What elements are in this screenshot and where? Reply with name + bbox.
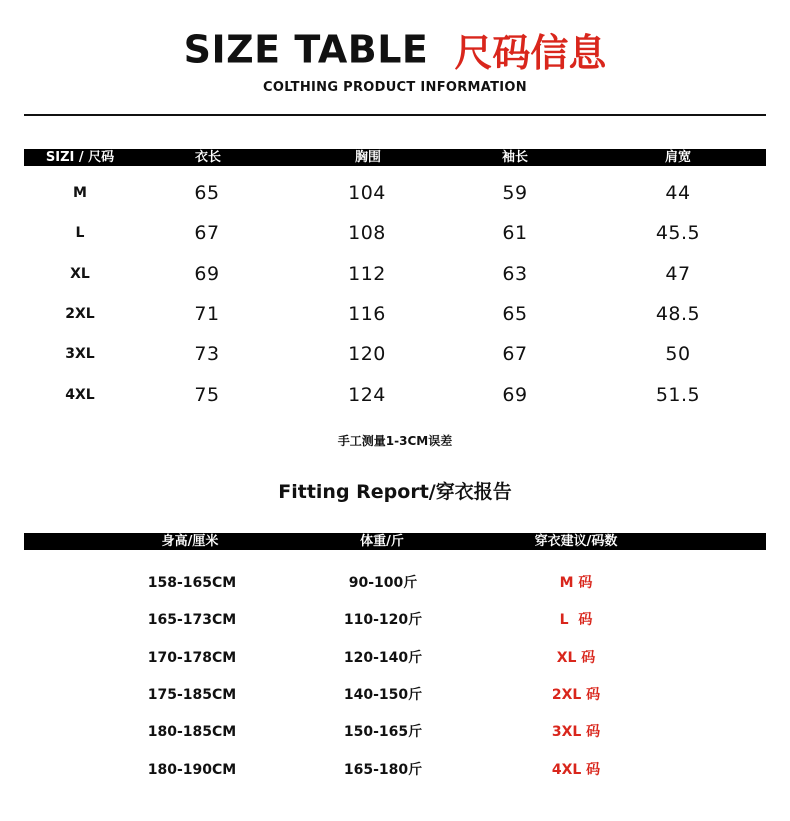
- measurement-note: 手工测量1-3CM误差: [337, 434, 453, 448]
- length-cell: 65: [194, 182, 220, 204]
- table-row: [0, 218, 790, 248]
- recommended-size-cell: 2XL 码: [551, 687, 601, 703]
- sleeve-cell: 69: [502, 384, 528, 406]
- title-divider: [24, 114, 766, 116]
- table-row: [0, 755, 790, 785]
- table-row: [0, 680, 790, 710]
- recommended-size-cell: M 码: [559, 575, 593, 591]
- page-title: [0, 22, 790, 77]
- length-cell: 75: [194, 384, 220, 406]
- size-cell: L: [75, 225, 85, 241]
- recommended-size-cell: L 码: [559, 612, 593, 628]
- table-row: [0, 568, 790, 598]
- fitting-table-header: [24, 533, 766, 550]
- shoulder-cell: 48.5: [655, 303, 701, 325]
- size-cell: XL: [70, 266, 90, 282]
- shoulder-cell: 47: [665, 263, 691, 285]
- column-header-length: 衣长: [194, 150, 222, 165]
- chest-cell: 120: [348, 343, 386, 365]
- chest-cell: 112: [348, 263, 386, 285]
- recommended-size-cell: 3XL 码: [551, 724, 601, 740]
- table-row: [0, 605, 790, 635]
- chest-cell: 124: [348, 384, 386, 406]
- sleeve-cell: 67: [502, 343, 528, 365]
- column-header-weight: 体重/斤: [360, 534, 404, 549]
- column-header-height: 身高/厘米: [161, 534, 219, 549]
- table-row: [0, 259, 790, 289]
- chest-cell: 104: [348, 182, 386, 204]
- column-header-recommendation: 穿衣建议/码数: [534, 534, 618, 549]
- weight-cell: 120-140斤: [343, 650, 423, 666]
- length-cell: 73: [194, 343, 220, 365]
- fitting-report-title: Fitting Report/穿衣报告: [278, 481, 512, 503]
- recommended-size-cell: XL 码: [556, 650, 596, 666]
- height-cell: 158-165CM: [147, 575, 237, 591]
- weight-cell: 110-120斤: [343, 612, 423, 628]
- length-cell: 67: [194, 222, 220, 244]
- size-table-header: [24, 149, 766, 166]
- chest-cell: 116: [348, 303, 386, 325]
- table-row: [0, 339, 790, 369]
- table-row: [0, 380, 790, 410]
- subtitle: COLTHING PRODUCT INFORMATION: [263, 80, 527, 95]
- table-row: [0, 178, 790, 208]
- table-row: [0, 643, 790, 673]
- size-cell: 3XL: [65, 346, 95, 362]
- column-header-size: SIZI / 尺码: [45, 150, 115, 165]
- height-cell: 180-190CM: [147, 762, 237, 778]
- table-row: [0, 299, 790, 329]
- title-english: SIZE TABLE: [183, 27, 429, 72]
- height-cell: 175-185CM: [147, 687, 237, 703]
- shoulder-cell: 51.5: [655, 384, 701, 406]
- sleeve-cell: 59: [502, 182, 528, 204]
- shoulder-cell: 45.5: [655, 222, 701, 244]
- size-cell: 4XL: [65, 387, 95, 403]
- weight-cell: 90-100斤: [348, 575, 418, 591]
- sleeve-cell: 63: [502, 263, 528, 285]
- recommended-size-cell: 4XL 码: [551, 762, 601, 778]
- column-header-shoulder: 肩宽: [664, 150, 692, 165]
- size-cell: M: [73, 185, 87, 201]
- shoulder-cell: 44: [665, 182, 691, 204]
- sleeve-cell: 65: [502, 303, 528, 325]
- sleeve-cell: 61: [502, 222, 528, 244]
- column-header-sleeve: 袖长: [501, 150, 529, 165]
- chest-cell: 108: [348, 222, 386, 244]
- column-header-chest: 胸围: [354, 150, 382, 165]
- weight-cell: 165-180斤: [343, 762, 423, 778]
- shoulder-cell: 50: [665, 343, 691, 365]
- length-cell: 69: [194, 263, 220, 285]
- weight-cell: 150-165斤: [343, 724, 423, 740]
- height-cell: 170-178CM: [147, 650, 237, 666]
- title-chinese: 尺码信息: [454, 31, 607, 75]
- table-row: [0, 717, 790, 747]
- height-cell: 165-173CM: [147, 612, 237, 628]
- length-cell: 71: [194, 303, 220, 325]
- size-cell: 2XL: [65, 306, 95, 322]
- height-cell: 180-185CM: [147, 724, 237, 740]
- weight-cell: 140-150斤: [343, 687, 423, 703]
